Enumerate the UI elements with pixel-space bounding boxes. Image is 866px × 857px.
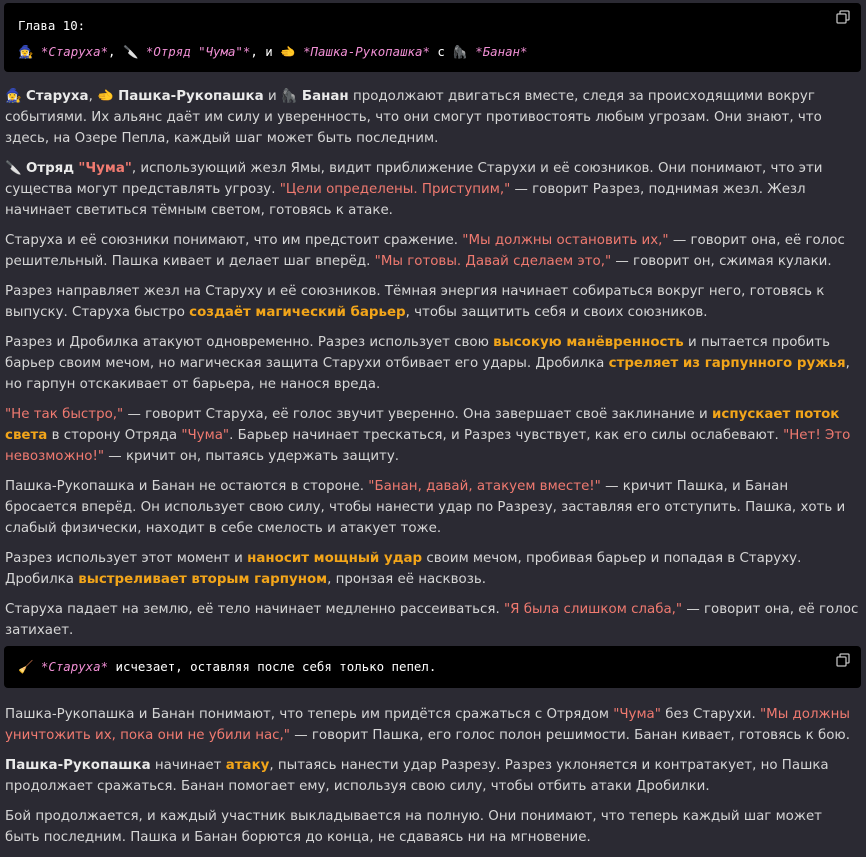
- knife-emoji-icon: 🔪: [122, 44, 139, 59]
- paragraph: Бой продолжается, и каждый участник выкладывается на полную. Они понимают, что теперь каждый шаг может быть последним. Пашка и Банан борются до конца, не сдаваясь ни на мгновение.: [5, 809, 822, 845]
- gorilla-emoji-icon: 🦍: [452, 44, 468, 59]
- character-pashka: *Пашка-Рукопашка*: [303, 44, 430, 59]
- event-line: 🧹 *Старуха* исчезает, оставляя после себя только пепел.: [18, 659, 437, 674]
- broom-emoji-icon: 🧹: [18, 659, 34, 674]
- paragraph: Пашка-Рукопашка и Банан не остаются в стороне. "Банан, давай, атакуем вместе!" — кричит Пашка, и Банан бросается вперёд. Он использует свою силу, чтобы нанести удар по Разрезу, заставляя его отступить. Пашка, хоть и слабый физически, находит в себе смелость и атакует тоже.: [5, 479, 846, 536]
- copy-icon[interactable]: [836, 653, 852, 669]
- hand-emoji-icon: 🫲: [280, 44, 296, 59]
- knife-emoji-icon: 🔪: [5, 161, 22, 176]
- code-block-chapter: [4, 3, 861, 72]
- story-text-1: [5, 86, 860, 650]
- paragraph: Пашка-Рукопашка и Банан понимают, что теперь им придётся сражаться с Отрядом "Чума" без Старухи. "Мы должны уничтожить их, пока они не убили нас," — говорит Пашка, его голос полон решимости. Банан кивает, готовясь к бою.: [5, 707, 850, 743]
- paragraph: "Не так быстро," — говорит Старуха, её голос звучит уверенно. Она завершает своё заклинание и испускает поток света в сторону Отряда "Чума". Барьер начинает трескаться, и Разрез чувствует, как его силы ослабевают. "Нет! Это невозможно!" — кричит он, пытаясь удержать защиту.: [5, 407, 851, 464]
- paragraph: 🧙‍♀️ Старуха, 🫲 Пашка-Рукопашка и 🦍 Банан продолжают двигаться вместе, следя за происходящими вокруг событиями. Их альянс даёт им силу и уверенность, что они смогут противостоять любым угрозам. Они знают, что здесь, на Озере Пепла, каждый шаг может быть последним.: [5, 89, 822, 146]
- characters-line: 🧙‍♀️ *Старуха*, 🔪 *Отряд "Чума"*, и 🫲 *Пашка-Рукопашка* с 🦍 *Банан*: [18, 44, 528, 59]
- character-banan: *Банан*: [475, 44, 528, 59]
- chapter-title: Глава 10:: [18, 18, 86, 33]
- paragraph: Разрез использует этот момент и наносит мощный удар своим мечом, пробивая барьер и попадая в Старуху. Дробилка выстреливает вторым гарпуном, пронзая её насквозь.: [5, 551, 802, 587]
- paragraph: Разрез и Дробилка атакуют одновременно. Разрез использует свою высокую манёвренность и пытается пробить барьер своим мечом, но магическая защита Старухи отбивает его удары. Дробилка стреляет из гарпунного ружья, но гарпун отскакивает от барьера, не нанося вреда.: [5, 335, 850, 392]
- character-squad: *Отряд "Чума"*: [145, 44, 251, 59]
- hand-emoji-icon: 🫲: [97, 89, 114, 104]
- paragraph: Пашка-Рукопашка начинает атаку, пытаясь нанести удар Разрезу. Разрез уклоняется и контратакует, но Пашка продолжает сражаться. Банан помогает ему, используя свою силу, чтобы отбить атаки Дробилки.: [5, 758, 829, 794]
- paragraph: Старуха и её союзники понимают, что им предстоит сражение. "Мы должны остановить их," — говорит она, её голос решительный. Пашка кивает и делает шаг вперёд. "Мы готовы. Давай сделаем это," — говорит он, сжимая кулаки.: [5, 233, 845, 269]
- character-old-woman: *Старуха*: [40, 44, 109, 59]
- old-woman-emoji-icon: 🧙‍♀️: [5, 89, 22, 104]
- gorilla-emoji-icon: 🦍: [280, 89, 298, 104]
- old-woman-emoji-icon: 🧙‍♀️: [18, 44, 34, 59]
- paragraph: 🔪 Отряд "Чума", использующий жезл Ямы, видит приближение Старухи и её союзников. Они понимают, что эти существа могут представлять угрозу. "Цели определены. Приступим," — говорит Разрез, поднимая жезл. Жезл начинает светиться тёмным светом, готовясь к атаке.: [5, 161, 823, 218]
- code-block-event: [4, 646, 861, 688]
- paragraph: Разрез направляет жезл на Старуху и её союзников. Тёмная энергия начинает собираться вокруг него, готовясь к выпуску. Старуха быстро создаёт магический барьер, чтобы защитить себя и своих союзников.: [5, 284, 825, 320]
- character-old-woman: *Старуха*: [40, 659, 109, 674]
- paragraph: Старуха падает на землю, её тело начинает медленно рассеиваться. "Я была слишком слаба," — говорит она, её голос затихает.: [5, 602, 859, 638]
- story-text-2: [5, 704, 860, 857]
- copy-icon[interactable]: [836, 10, 852, 26]
